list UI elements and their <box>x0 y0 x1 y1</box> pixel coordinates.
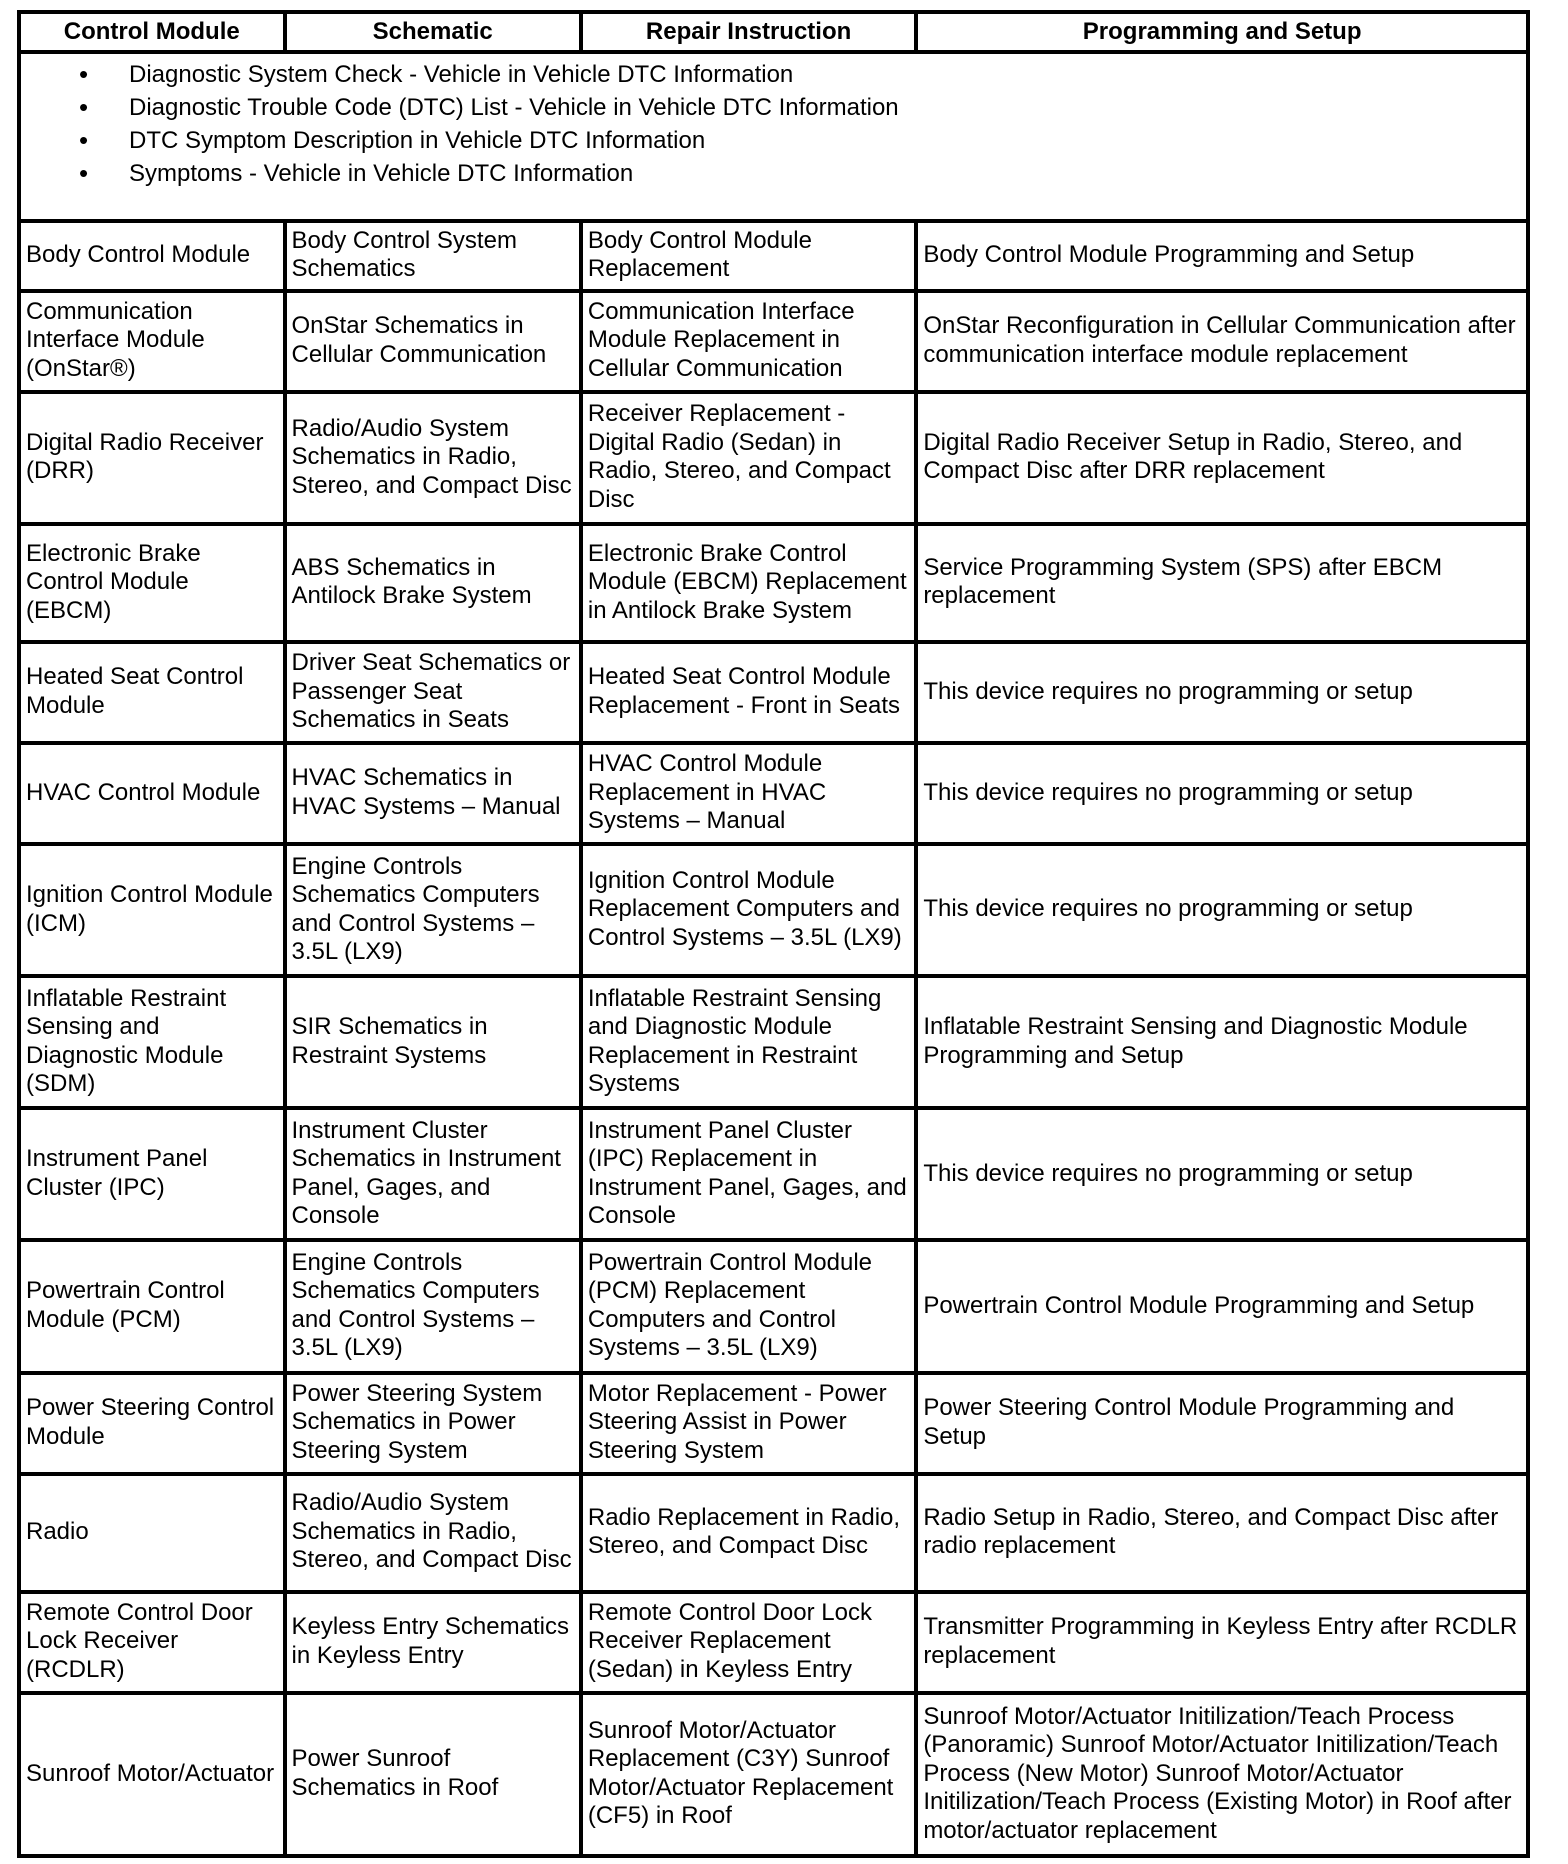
table-row <box>19 221 1528 291</box>
header-row <box>19 12 1528 52</box>
cell-programming-setup: OnStar Reconfiguration in Cellular Communication after communication interface module replacement <box>916 291 1528 392</box>
cell-control-module: Power Steering Control Module <box>19 1373 285 1474</box>
cell-control-module: Instrument Panel Cluster (IPC) <box>19 1108 285 1240</box>
cell-programming-setup: Digital Radio Receiver Setup in Radio, Stereo, and Compact Disc after DRR replacement <box>916 392 1528 524</box>
table-row <box>19 1108 1528 1240</box>
cell-schematic: ABS Schematics in Antilock Brake System <box>285 524 581 642</box>
cell-programming-setup: Powertrain Control Module Programming and Setup <box>916 1240 1528 1372</box>
table-row <box>19 743 1528 844</box>
cell-repair-instruction: Sunroof Motor/Actuator Replacement (C3Y) Sunroof Motor/Actuator Replacement (CF5) in Roof <box>581 1693 916 1856</box>
table-row <box>19 642 1528 743</box>
cell-programming-setup: Service Programming System (SPS) after EBCM replacement <box>916 524 1528 642</box>
cell-repair-instruction: Inflatable Restraint Sensing and Diagnostic Module Replacement in Restraint Systems <box>581 976 916 1108</box>
intro-row <box>19 52 1528 221</box>
cell-repair-instruction: Motor Replacement - Power Steering Assist in Power Steering System <box>581 1373 916 1474</box>
intro-bullet-text: Diagnostic System Check - Vehicle in Vehicle DTC Information <box>129 60 794 88</box>
table-row <box>19 1240 1528 1372</box>
cell-control-module: Powertrain Control Module (PCM) <box>19 1240 285 1372</box>
cell-repair-instruction: Instrument Panel Cluster (IPC) Replacement in Instrument Panel, Gages, and Console <box>581 1108 916 1240</box>
cell-schematic: Keyless Entry Schematics in Keyless Entry <box>285 1592 581 1693</box>
cell-control-module: Ignition Control Module (ICM) <box>19 844 285 976</box>
table-row <box>19 976 1528 1108</box>
intro-bullet <box>29 91 1518 124</box>
cell-control-module: Communication Interface Module (OnStar®) <box>19 291 285 392</box>
header-programming-setup: Programming and Setup <box>916 12 1528 52</box>
cell-schematic: Instrument Cluster Schematics in Instrument Panel, Gages, and Console <box>285 1108 581 1240</box>
cell-schematic: Radio/Audio System Schematics in Radio, Stereo, and Compact Disc <box>285 392 581 524</box>
cell-programming-setup: Inflatable Restraint Sensing and Diagnostic Module Programming and Setup <box>916 976 1528 1108</box>
cell-schematic: Radio/Audio System Schematics in Radio, Stereo, and Compact Disc <box>285 1474 581 1592</box>
cell-schematic: Power Steering System Schematics in Power Steering System <box>285 1373 581 1474</box>
cell-repair-instruction: Heated Seat Control Module Replacement - Front in Seats <box>581 642 916 743</box>
intro-bullet <box>29 124 1518 157</box>
table-row <box>19 524 1528 642</box>
cell-control-module: Digital Radio Receiver (DRR) <box>19 392 285 524</box>
table-row <box>19 844 1528 976</box>
cell-repair-instruction: Remote Control Door Lock Receiver Replacement (Sedan) in Keyless Entry <box>581 1592 916 1693</box>
cell-schematic: Body Control System Schematics <box>285 221 581 291</box>
cell-control-module: Inflatable Restraint Sensing and Diagnostic Module (SDM) <box>19 976 285 1108</box>
cell-control-module: Body Control Module <box>19 221 285 291</box>
cell-control-module: Remote Control Door Lock Receiver (RCDLR) <box>19 1592 285 1693</box>
cell-programming-setup: This device requires no programming or setup <box>916 844 1528 976</box>
intro-bullet-text: DTC Symptom Description in Vehicle DTC Information <box>129 126 706 154</box>
header-control-module: Control Module <box>19 12 285 52</box>
cell-control-module: Electronic Brake Control Module (EBCM) <box>19 524 285 642</box>
cell-repair-instruction: Communication Interface Module Replacement in Cellular Communication <box>581 291 916 392</box>
cell-schematic: SIR Schematics in Restraint Systems <box>285 976 581 1108</box>
cell-programming-setup: This device requires no programming or setup <box>916 1108 1528 1240</box>
bullet-icon: • <box>79 124 89 155</box>
table-row <box>19 1474 1528 1592</box>
cell-repair-instruction: HVAC Control Module Replacement in HVAC Systems – Manual <box>581 743 916 844</box>
cell-programming-setup: Radio Setup in Radio, Stereo, and Compact Disc after radio replacement <box>916 1474 1528 1592</box>
intro-bullet <box>29 58 1518 91</box>
cell-programming-setup: Body Control Module Programming and Setup <box>916 221 1528 291</box>
header-repair-instruction: Repair Instruction <box>581 12 916 52</box>
cell-control-module: Radio <box>19 1474 285 1592</box>
cell-programming-setup: This device requires no programming or setup <box>916 642 1528 743</box>
intro-bullet-text: Diagnostic Trouble Code (DTC) List - Vehicle in Vehicle DTC Information <box>129 93 899 121</box>
cell-programming-setup: Sunroof Motor/Actuator Initilization/Teach Process (Panoramic) Sunroof Motor/Actuator Initilization/Teach Process (New Motor) Sunroof Motor/Actuator Initilization/Teach Process (Existing Motor) in Roof after motor/actuator replacement <box>916 1693 1528 1856</box>
cell-schematic: Driver Seat Schematics or Passenger Seat Schematics in Seats <box>285 642 581 743</box>
cell-repair-instruction: Radio Replacement in Radio, Stereo, and Compact Disc <box>581 1474 916 1592</box>
cell-repair-instruction: Electronic Brake Control Module (EBCM) Replacement in Antilock Brake System <box>581 524 916 642</box>
module-reference-table <box>17 10 1530 1858</box>
bullet-icon: • <box>79 157 89 188</box>
table-row <box>19 392 1528 524</box>
bullet-icon: • <box>79 58 89 89</box>
intro-bullet-list <box>29 58 1518 190</box>
table-row <box>19 291 1528 392</box>
cell-repair-instruction: Powertrain Control Module (PCM) Replacement Computers and Control Systems – 3.5L (LX9) <box>581 1240 916 1372</box>
cell-control-module: Heated Seat Control Module <box>19 642 285 743</box>
bullet-icon: • <box>79 91 89 122</box>
cell-repair-instruction: Receiver Replacement - Digital Radio (Sedan) in Radio, Stereo, and Compact Disc <box>581 392 916 524</box>
cell-schematic: Engine Controls Schematics Computers and Control Systems – 3.5L (LX9) <box>285 844 581 976</box>
intro-bullet <box>29 157 1518 190</box>
cell-schematic: OnStar Schematics in Cellular Communication <box>285 291 581 392</box>
cell-schematic: HVAC Schematics in HVAC Systems – Manual <box>285 743 581 844</box>
cell-programming-setup: This device requires no programming or setup <box>916 743 1528 844</box>
cell-repair-instruction: Ignition Control Module Replacement Computers and Control Systems – 3.5L (LX9) <box>581 844 916 976</box>
cell-control-module: HVAC Control Module <box>19 743 285 844</box>
cell-programming-setup: Transmitter Programming in Keyless Entry after RCDLR replacement <box>916 1592 1528 1693</box>
cell-programming-setup: Power Steering Control Module Programming and Setup <box>916 1373 1528 1474</box>
cell-schematic: Power Sunroof Schematics in Roof <box>285 1693 581 1856</box>
table-row <box>19 1693 1528 1856</box>
cell-control-module: Sunroof Motor/Actuator <box>19 1693 285 1856</box>
table-row <box>19 1373 1528 1474</box>
table-row <box>19 1592 1528 1693</box>
intro-cell <box>19 52 1528 221</box>
header-schematic: Schematic <box>285 12 581 52</box>
cell-schematic: Engine Controls Schematics Computers and Control Systems – 3.5L (LX9) <box>285 1240 581 1372</box>
cell-repair-instruction: Body Control Module Replacement <box>581 221 916 291</box>
intro-bullet-text: Symptoms - Vehicle in Vehicle DTC Information <box>129 159 634 187</box>
